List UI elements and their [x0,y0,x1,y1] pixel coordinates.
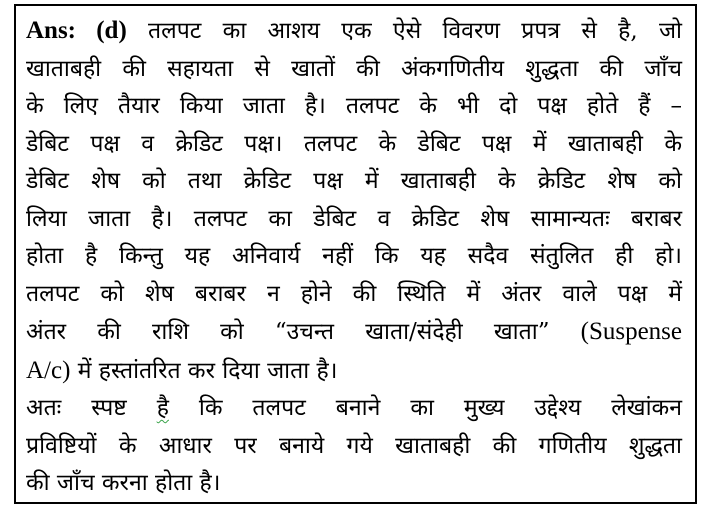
answer-line-7: होता है किन्तु यह अनिवार्य नहीं कि यह सदैव संतुलित ही हो। [26,243,682,269]
answer-line-13: की जाँच करना होता है। [26,470,221,496]
answer-line-11: अतः स्पष्ट है कि तलपट बनाने का मुख्य उद्देश्य लेखांकन [26,395,682,421]
answer-label: Ans: (d) [26,17,127,44]
answer-line-2: खाताबही की सहायता से खातों की अंकगणितीय शुद्धता की जाँच [26,55,682,82]
answer-line-9: अंतर की राशि को “उचन्त खाता/संदेही खाता” (Suspense [26,318,683,345]
answer-line-3: के लिए तैयार किया जाता है। तलपट के भी दो पक्ष होते हैं – [26,93,682,119]
answer-text [26,12,682,503]
answer-box [14,4,697,504]
answer-line-6: लिया जाता है। तलपट का डेबिट व क्रेडिट शेष सामान्यतः बराबर [26,205,682,232]
answer-line-8: तलपट को शेष बराबर न होने की स्थिति में अंतर वाले पक्ष में [26,280,682,307]
answer-line-1: Ans: (d) तलपट का आशय एक ऐसे विवरण प्रपत्र से है, जो [26,17,682,44]
answer-line-12: प्रविष्टियों के आधार पर बनाये गये खाताबही की गणितीय शुद्धता [26,432,682,459]
answer-line-4: डेबिट पक्ष व क्रेडिट पक्ष। तलपट के डेबिट पक्ष में खाताबही के [26,130,682,157]
answer-line-10: A/c) में हस्तांतरित कर दिया जाता है। [26,356,338,384]
spellcheck-underline: है [156,395,169,421]
answer-line-5: डेबिट शेष को तथा क्रेडिट पक्ष में खाताबही के क्रेडिट शेष को [26,168,682,194]
